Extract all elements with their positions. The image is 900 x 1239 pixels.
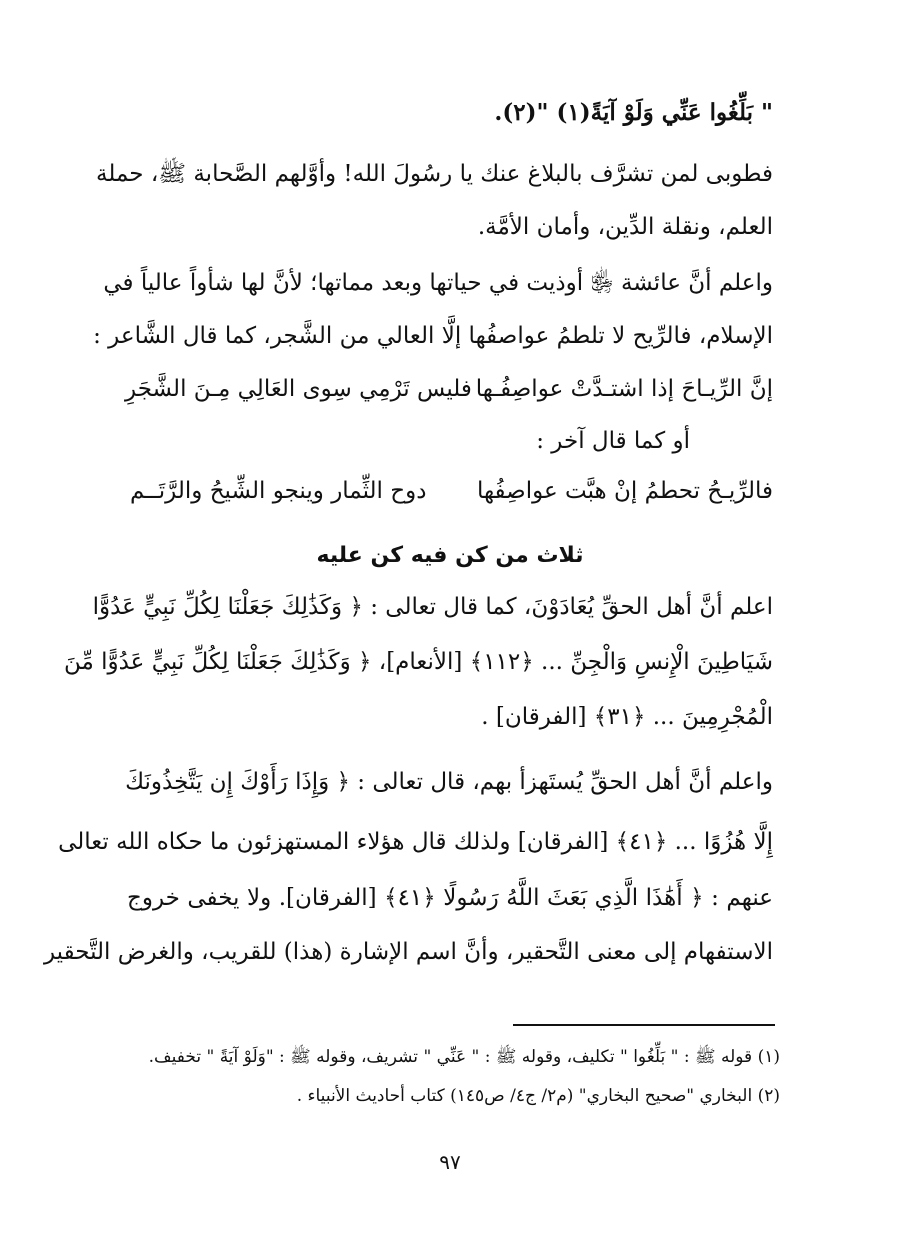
footnote-separator <box>513 1024 775 1026</box>
paragraph-line: فطوبى لمن تشرَّف بالبلاغ عنك يا رسُولَ الله! وأوَّلهم الصَّحابة ﷺ، حملة <box>96 161 773 187</box>
paragraph-line: اعلم أنَّ أهل الحقِّ يُعَادَوْنَ، كما قال تعالى : ﴿ وَكَذَٰلِكَ جَعَلْنَا لِكُلِّ نَبِيٍّ عَدُوًّا <box>92 594 773 620</box>
poem-hemistich-right: إنَّ الرِّيـاحَ إذا اشتـدَّتْ عواصِفُـها <box>475 376 773 402</box>
paragraph-line: العلم، ونقلة الدِّين، وأمان الأمَّة. <box>477 214 773 240</box>
hadith-quote-line: " بَلِّغُوا عَنِّي وَلَوْ آيَةً(١) "(٢). <box>494 99 773 126</box>
footnote-2: (٢) البخاري "صحيح البخاري" (م٢/ ج٤/ ص١٤٥) كتاب أحاديث الأنبياء . <box>296 1086 780 1106</box>
paragraph-line: الْمُجْرِمِينَ ... ﴿٣١﴾ [الفرقان] . <box>481 704 773 730</box>
paragraph-line: إِلَّا هُزُوًا ... ﴿٤١﴾ [الفرقان] ولذلك قال هؤلاء المستهزئون ما حكاه الله تعالى <box>58 829 773 855</box>
poem-hemistich-right: فالرِّيـحُ تحطمُ إنْ هبَّت عواصِفُها <box>476 478 773 504</box>
page-number: ٩٧ <box>439 1150 461 1174</box>
paragraph-line: الاستفهام إلى معنى التَّحقير، وأنَّ اسم الإشارة (هذا) للقريب، والغرض التَّحقير <box>43 939 773 965</box>
paragraph-line: عنهم : ﴿ أَهَٰذَا الَّذِي بَعَثَ اللَّهُ رَسُولًا ﴿٤١﴾ [الفرقان]. ولا يخفى خروج <box>127 885 773 911</box>
paragraph-line: واعلم أنَّ عائشة ﵂ أوذيت في حياتها وبعد مماتها؛ لأنَّ لها شأواً عالياً في <box>103 270 773 296</box>
paragraph-line: واعلم أنَّ أهل الحقِّ يُستَهزأ بهم، قال تعالى : ﴿ وَإِذَا رَأَوْكَ إِن يَتَّخِذُونَكَ <box>125 769 773 795</box>
paragraph-line: الإسلام، فالرِّيح لا تلطمُ عواصفُها إلَّا العالي من الشَّجر، كما قال الشَّاعر : <box>93 323 773 349</box>
section-heading: ثلاث من كن فيه كن عليه <box>316 543 584 568</box>
poem-hemistich-left: دوح الثِّمار وينجو الشِّيحُ والرَّتَــم <box>130 478 427 504</box>
poem-hemistich-left: فليس تَرْمِي سِوى العَالِي مِـنَ الشَّجَرِ <box>125 376 472 402</box>
poem-intro: أو كما قال آخر : <box>536 428 690 454</box>
paragraph-line: شَيَاطِينَ الْإِنسِ وَالْجِنِّ ... ﴿١١٢﴾ [الأنعام]، ﴿ وَكَذَٰلِكَ جَعَلْنَا لِكُلِّ نَبِيٍّ عَدُوًّا مِّنَ <box>63 649 773 675</box>
footnote-1: (١) قوله ﷺ : " بَلِّغُوا " تكليف، وقوله ﷺ : " عَنِّي " تشريف، وقوله ﷺ : "وَلَوْ آيَةً " تخفيف. <box>148 1047 780 1067</box>
